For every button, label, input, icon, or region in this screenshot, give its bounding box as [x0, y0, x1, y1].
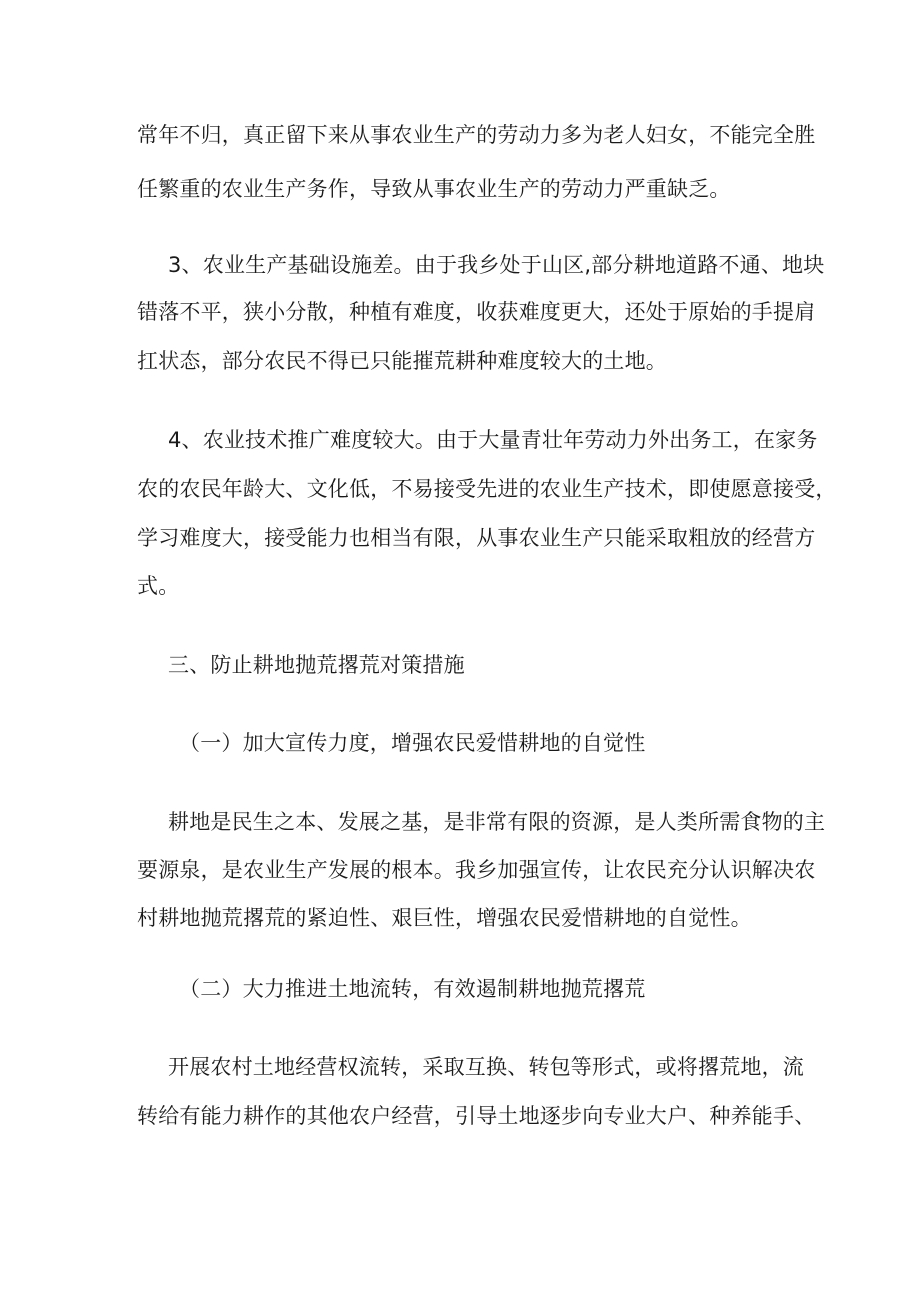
paragraph-3-line-4: 式。: [137, 574, 180, 598]
paragraph-4-line-3: 村耕地抛荒撂荒的紧迫性、艰巨性，增强农民爱惜耕地的自觉性。: [137, 906, 752, 930]
paragraph-3-line-2: 农的农民年龄大、文化低，不易接受先进的农业生产技术，即使愿意接受，: [137, 477, 837, 501]
paragraph-2-line-3: 扛状态，部分农民不得已只能摧荒耕种难度较大的土地。: [137, 349, 667, 373]
paragraph-3-line-3: 学习难度大，接受能力也相当有限，从事农业生产只能采取粗放的经营方: [137, 526, 816, 550]
paragraph-4-line-2: 要源泉，是农业生产发展的根本。我乡加强宣传，让农民充分认识解决农: [137, 858, 816, 882]
paragraph-1-line-1: 常年不归，真正留下来从事农业生产的劳动力多为老人妇女，不能完全胜: [137, 123, 816, 147]
paragraph-2-line-1: 3、农业生产基础设施差。由于我乡处于山区,部分耕地道路不通、地块: [168, 253, 825, 277]
paragraph-5-line-1: 开展农村土地经营权流转，采取互换、转包等形式，或将撂荒地，流: [168, 1055, 804, 1079]
subheading-2: （二）大力推进土地流转，有效遏制耕地抛荒撂荒: [179, 977, 646, 1001]
paragraph-3-line-1: 4、农业技术推广难度较大。由于大量青壮年劳动力外出务工，在家务: [168, 428, 818, 452]
paragraph-4-line-1: 耕地是民生之本、发展之基，是非常有限的资源，是人类所需食物的主: [168, 810, 826, 834]
paragraph-1-line-2: 任繁重的农业生产务作，导致从事农业生产的劳动力严重缺乏。: [137, 177, 731, 201]
section-heading-3: 三、防止耕地抛荒撂荒对策措施: [168, 653, 465, 677]
paragraph-2-line-2: 错落不平，狭小分散，种植有难度，收获难度更大，还处于原始的手提肩: [137, 300, 816, 324]
paragraph-5-line-2: 转给有能力耕作的其他农户经营，引导土地逐步向专业大户、种养能手、: [137, 1104, 816, 1128]
subheading-1: （一）加大宣传力度，增强农民爱惜耕地的自觉性: [179, 731, 646, 755]
